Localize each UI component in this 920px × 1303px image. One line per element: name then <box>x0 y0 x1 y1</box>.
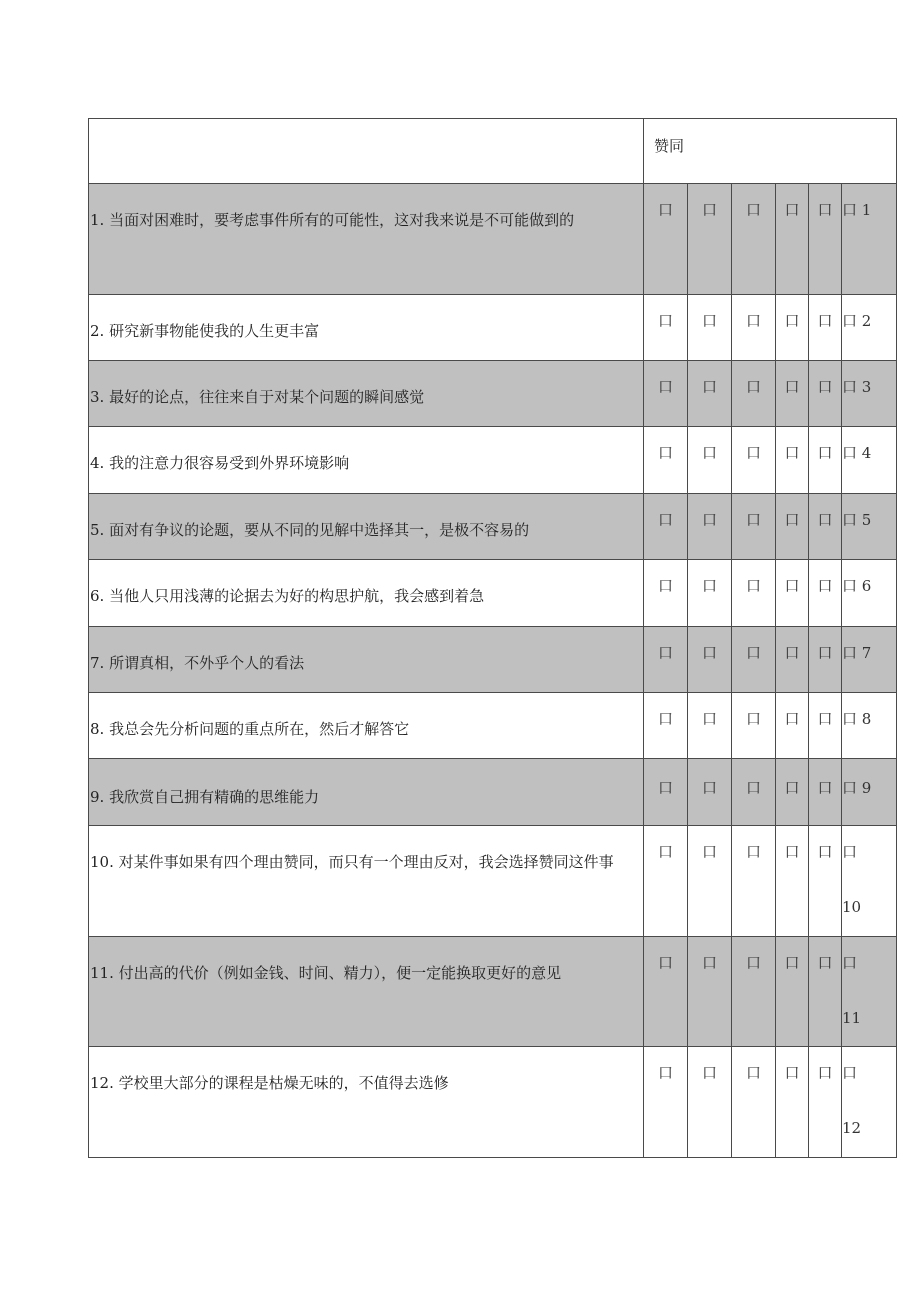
rating-checkbox[interactable]: 口 <box>842 843 858 861</box>
rating-checkbox[interactable]: 口 <box>842 644 858 662</box>
rating-checkbox[interactable]: 口 <box>784 644 800 662</box>
question-row <box>89 693 897 759</box>
rating-checkbox[interactable]: 口 <box>745 201 761 219</box>
question-row <box>89 184 897 295</box>
question-text: 3. 最好的论点，往往来自于对某个问题的瞬间感觉 <box>90 388 425 406</box>
rating-checkbox[interactable]: 口 <box>745 843 761 861</box>
rating-checkbox[interactable]: 口 <box>657 577 673 595</box>
rating-checkbox[interactable]: 口 <box>842 779 858 797</box>
question-cell <box>89 826 644 937</box>
rating-checkbox[interactable]: 口 <box>701 1064 717 1082</box>
question-number: 10 <box>842 898 862 916</box>
rating-checkbox[interactable]: 口 <box>657 201 673 219</box>
rating-checkbox[interactable]: 口 <box>784 378 800 396</box>
question-cell <box>89 295 644 361</box>
rating-checkbox[interactable]: 口 <box>817 843 833 861</box>
rating-checkbox[interactable]: 口 <box>657 444 673 462</box>
rating-checkbox[interactable]: 口 <box>745 644 761 662</box>
rating-checkbox[interactable]: 口 <box>817 444 833 462</box>
question-number: 9 <box>861 779 872 797</box>
rating-checkbox[interactable]: 口 <box>701 577 717 595</box>
question-row <box>89 427 897 494</box>
rating-checkbox[interactable]: 口 <box>745 779 761 797</box>
rating-checkbox[interactable]: 口 <box>701 779 717 797</box>
question-number: 12 <box>842 1119 862 1137</box>
question-text: 4. 我的注意力很容易受到外界环境影响 <box>90 454 350 472</box>
question-row <box>89 937 897 1047</box>
question-number: 5 <box>861 511 872 529</box>
rating-checkbox[interactable]: 口 <box>842 954 858 972</box>
question-number: 8 <box>861 710 872 728</box>
question-text: 12. 学校里大部分的课程是枯燥无味的，不值得去选修 <box>90 1074 449 1092</box>
question-cell <box>89 184 644 295</box>
rating-checkbox[interactable]: 口 <box>817 201 833 219</box>
rating-checkbox[interactable]: 口 <box>657 644 673 662</box>
rating-checkbox[interactable]: 口 <box>701 312 717 330</box>
question-cell <box>89 361 644 427</box>
question-cell <box>89 627 644 693</box>
rating-checkbox[interactable]: 口 <box>817 954 833 972</box>
rating-checkbox[interactable]: 口 <box>817 1064 833 1082</box>
rating-checkbox[interactable]: 口 <box>842 312 858 330</box>
question-text: 2. 研究新事物能使我的人生更丰富 <box>90 322 320 340</box>
question-text: 5. 面对有争议的论题，要从不同的见解中选择其一，是极不容易的 <box>90 521 530 539</box>
agree-label: 赞同 <box>654 137 685 155</box>
question-number: 7 <box>861 644 872 662</box>
rating-checkbox[interactable]: 口 <box>657 378 673 396</box>
rating-checkbox[interactable]: 口 <box>784 954 800 972</box>
question-number: 4 <box>861 444 872 462</box>
question-text: 1. 当面对困难时，要考虑事件所有的可能性，这对我来说是不可能做到的 <box>90 211 575 229</box>
rating-checkbox[interactable]: 口 <box>784 312 800 330</box>
question-row <box>89 560 897 627</box>
rating-checkbox[interactable]: 口 <box>817 378 833 396</box>
rating-checkbox[interactable]: 口 <box>745 444 761 462</box>
question-row <box>89 361 897 427</box>
question-text: 11. 付出高的代价（例如金钱、时间、精力），便一定能换取更好的意见 <box>90 964 562 982</box>
rating-checkbox[interactable]: 口 <box>842 444 858 462</box>
survey-table <box>88 118 897 1158</box>
rating-checkbox[interactable]: 口 <box>842 1064 858 1082</box>
rating-checkbox[interactable]: 口 <box>701 710 717 728</box>
rating-checkbox[interactable]: 口 <box>784 444 800 462</box>
rating-checkbox[interactable]: 口 <box>701 954 717 972</box>
rating-checkbox[interactable]: 口 <box>657 843 673 861</box>
question-text: 9. 我欣赏自己拥有精确的思维能力 <box>90 788 320 806</box>
rating-checkbox[interactable]: 口 <box>842 201 858 219</box>
question-number: 3 <box>861 378 872 396</box>
rating-checkbox[interactable]: 口 <box>817 779 833 797</box>
question-row <box>89 494 897 560</box>
rating-checkbox[interactable]: 口 <box>657 779 673 797</box>
header-row <box>89 119 897 184</box>
rating-checkbox[interactable]: 口 <box>657 954 673 972</box>
question-row <box>89 826 897 937</box>
rating-checkbox[interactable]: 口 <box>817 511 833 529</box>
rating-checkbox[interactable]: 口 <box>745 577 761 595</box>
question-cell <box>89 560 644 627</box>
rating-checkbox[interactable]: 口 <box>701 444 717 462</box>
question-row <box>89 295 897 361</box>
rating-checkbox[interactable]: 口 <box>745 511 761 529</box>
rating-checkbox[interactable]: 口 <box>745 954 761 972</box>
rating-checkbox[interactable]: 口 <box>657 1064 673 1082</box>
rating-checkbox[interactable]: 口 <box>784 1064 800 1082</box>
question-cell <box>89 1047 644 1158</box>
rating-checkbox[interactable]: 口 <box>784 201 800 219</box>
rating-checkbox[interactable]: 口 <box>657 312 673 330</box>
rating-checkbox[interactable]: 口 <box>817 312 833 330</box>
question-text: 7. 所谓真相，不外乎个人的看法 <box>90 654 305 672</box>
rating-checkbox[interactable]: 口 <box>784 843 800 861</box>
rating-checkbox[interactable]: 口 <box>842 577 858 595</box>
question-row <box>89 627 897 693</box>
rating-checkbox[interactable]: 口 <box>745 710 761 728</box>
question-cell <box>89 427 644 494</box>
rating-checkbox[interactable]: 口 <box>701 378 717 396</box>
rating-checkbox[interactable]: 口 <box>842 710 858 728</box>
question-cell <box>89 937 644 1047</box>
rating-checkbox[interactable]: 口 <box>745 312 761 330</box>
question-cell <box>89 494 644 560</box>
rating-checkbox[interactable]: 口 <box>701 201 717 219</box>
rating-checkbox[interactable]: 口 <box>745 1064 761 1082</box>
question-number: 1 <box>861 201 872 219</box>
question-row <box>89 759 897 826</box>
rating-checkbox[interactable]: 口 <box>842 378 858 396</box>
question-number: 6 <box>861 577 872 595</box>
question-number: 2 <box>861 312 872 330</box>
question-text: 8. 我总会先分析问题的重点所在，然后才解答它 <box>90 720 410 738</box>
rating-checkbox[interactable]: 口 <box>784 779 800 797</box>
rating-checkbox[interactable]: 口 <box>842 511 858 529</box>
rating-checkbox[interactable]: 口 <box>817 644 833 662</box>
question-text: 6. 当他人只用浅薄的论据去为好的构思护航，我会感到着急 <box>90 587 485 605</box>
rating-checkbox[interactable]: 口 <box>657 710 673 728</box>
question-row <box>89 1047 897 1158</box>
rating-checkbox[interactable]: 口 <box>701 644 717 662</box>
header-blank-cell <box>89 119 644 184</box>
rating-checkbox[interactable]: 口 <box>657 511 673 529</box>
rating-checkbox[interactable]: 口 <box>817 577 833 595</box>
rating-checkbox[interactable]: 口 <box>784 710 800 728</box>
question-text: 10. 对某件事如果有四个理由赞同，而只有一个理由反对，我会选择赞同这件事 <box>90 853 614 871</box>
question-cell <box>89 759 644 826</box>
rating-checkbox[interactable]: 口 <box>701 511 717 529</box>
rating-checkbox[interactable]: 口 <box>701 843 717 861</box>
rating-checkbox[interactable]: 口 <box>784 577 800 595</box>
rating-checkbox[interactable]: 口 <box>745 378 761 396</box>
rating-checkbox[interactable]: 口 <box>784 511 800 529</box>
question-cell <box>89 693 644 759</box>
question-number: 11 <box>842 1009 862 1027</box>
rating-checkbox[interactable]: 口 <box>817 710 833 728</box>
header-agree-cell <box>644 119 897 184</box>
